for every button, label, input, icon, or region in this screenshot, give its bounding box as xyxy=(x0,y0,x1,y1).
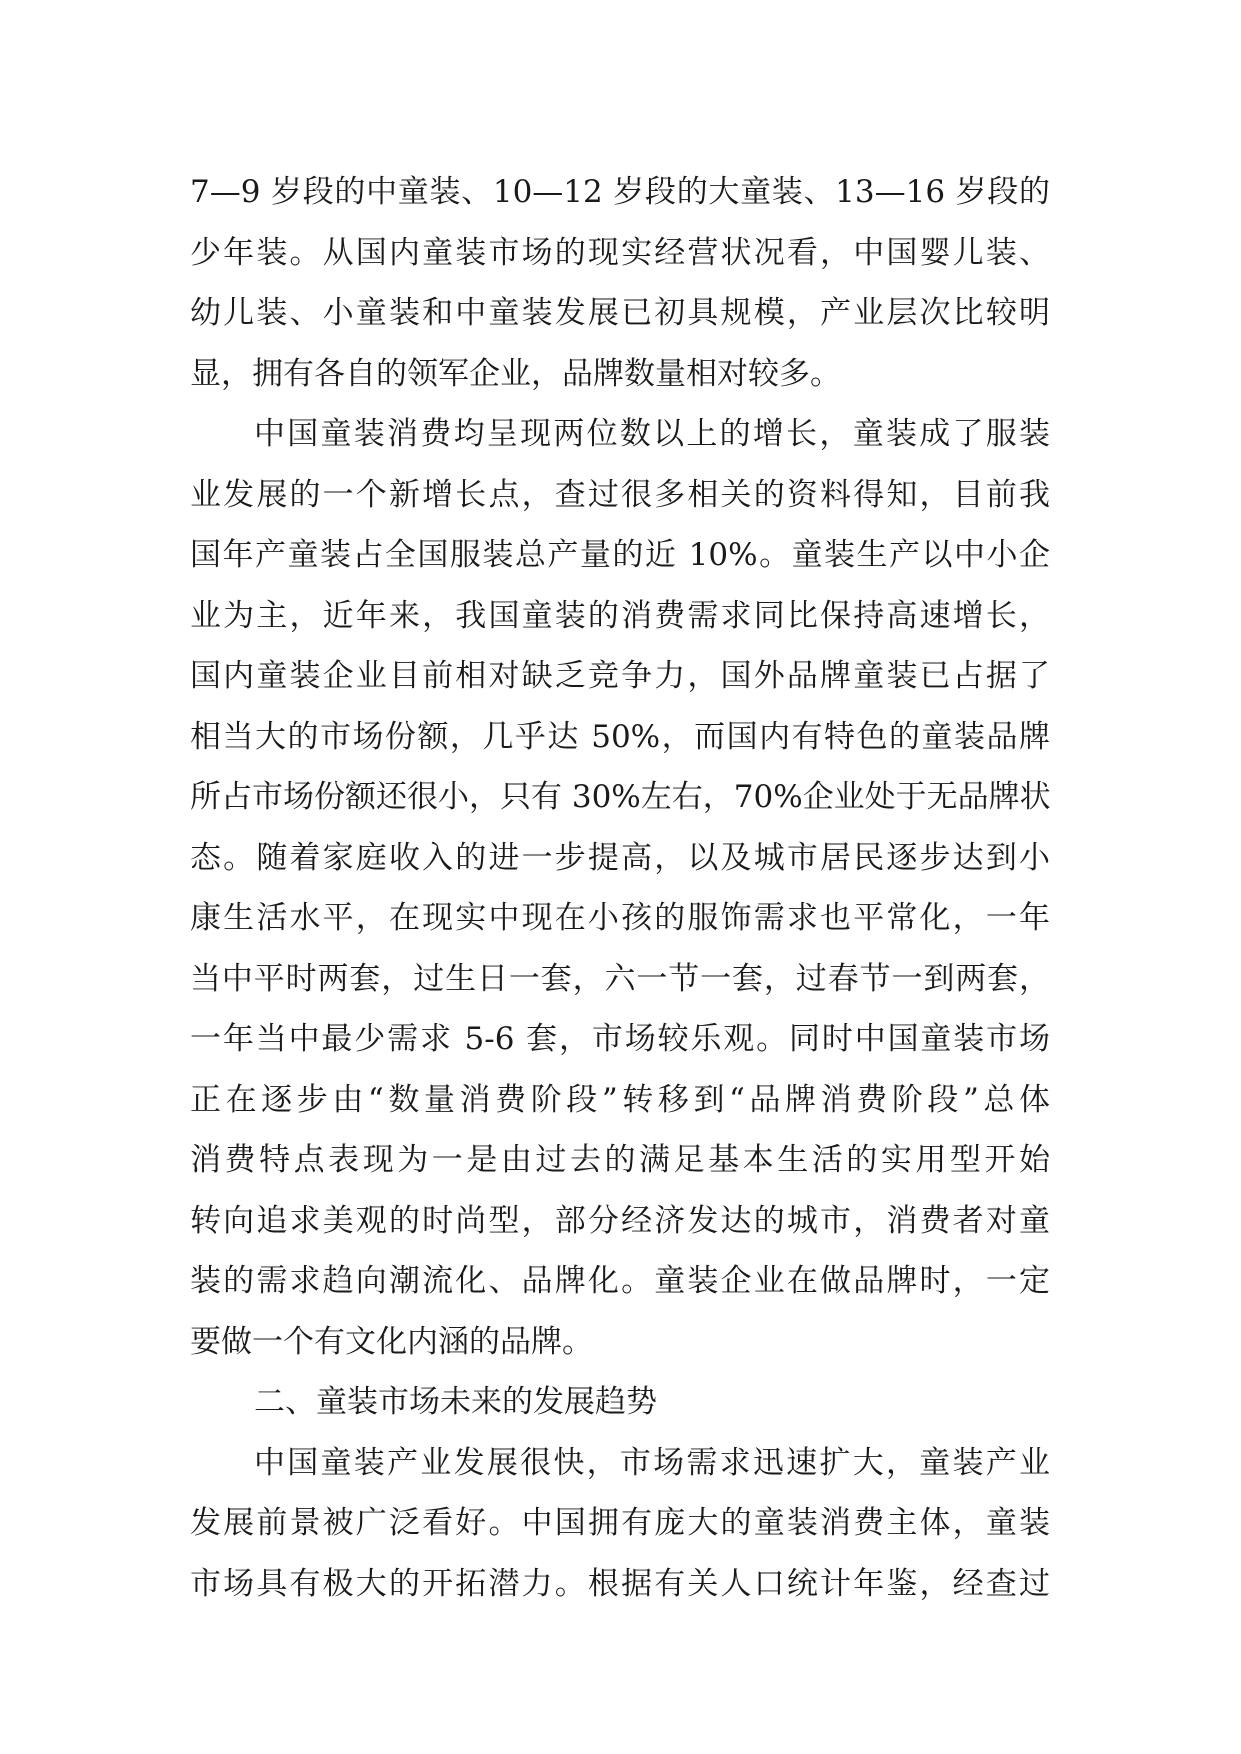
text-line: 当中平时两套，过生日一套，六一节一套，过春节一到两套， xyxy=(190,960,1050,997)
text-line: 7—9 岁段的中童装、10—12 岁段的大童装、13—16 岁段的 xyxy=(190,174,1050,210)
text-line: 所占市场份额还很小，只有 30%左右，70%企业处于无品牌状 xyxy=(190,779,1051,815)
text-line: 态。随着家庭收入的进一步提高，以及城市居民逐步达到小 xyxy=(190,839,1050,876)
text-line: 要做一个有文化内涵的品牌。 xyxy=(190,1323,593,1360)
section-heading xyxy=(190,1372,1050,1433)
text-line: 发展前景被广泛看好。中国拥有庞大的童装消费主体，童装 xyxy=(190,1505,1050,1541)
text-line: 一年当中最少需求 5-6 套，市场较乐观。同时中国童装市场 xyxy=(190,1021,1050,1057)
text-line: 中国童装消费均呈现两位数以上的增长，童装成了服装 xyxy=(254,416,1050,452)
text-line: 中国童装产业发展很快，市场需求迅速扩大，童装产业 xyxy=(254,1444,1050,1481)
text-line: 相当大的市场份额，几乎达 50%，而国内有特色的童装品牌 xyxy=(190,718,1050,755)
text-line: 市场具有极大的开拓潜力。根据有关人口统计年鉴，经查过 xyxy=(190,1565,1050,1602)
text-line: 国年产童装占全国服装总产量的近 10%。童装生产以中小企 xyxy=(190,537,1050,573)
text-line: 业发展的一个新增长点，查过很多相关的资料得知，目前我 xyxy=(190,476,1050,513)
paragraph-3 xyxy=(190,1433,1050,1615)
text-line: 装的需求趋向潮流化、品牌化。童装企业在做品牌时，一定 xyxy=(190,1263,1050,1299)
text-line: 消费特点表现为一是由过去的满足基本生活的实用型开始 xyxy=(190,1142,1050,1178)
document-body xyxy=(190,162,1050,1614)
text-line: 正在逐步由“数量消费阶段”转移到“品牌消费阶段”总体 xyxy=(190,1081,1050,1118)
text-line: 转向追求美观的时尚型，部分经济发达的城市，消费者对童 xyxy=(190,1202,1050,1239)
text-line: 业为主，近年来，我国童装的消费需求同比保持高速增长， xyxy=(190,597,1050,634)
text-line: 康生活水平，在现实中现在小孩的服饰需求也平常化，一年 xyxy=(190,900,1050,936)
paragraph-1 xyxy=(190,162,1050,404)
text-line: 幼儿装、小童装和中童装发展已初具规模，产业层次比较明 xyxy=(190,295,1050,331)
paragraph-2 xyxy=(190,404,1050,1372)
text-line: 国内童装企业目前相对缺乏竞争力，国外品牌童装已占据了 xyxy=(190,658,1050,694)
heading-text: 二、童装市场未来的发展趋势 xyxy=(254,1384,657,1420)
text-line: 少年装。从国内童装市场的现实经营状况看，中国婴儿装、 xyxy=(190,234,1050,271)
text-line: 显，拥有各自的领军企业，品牌数量相对较多。 xyxy=(190,355,841,392)
